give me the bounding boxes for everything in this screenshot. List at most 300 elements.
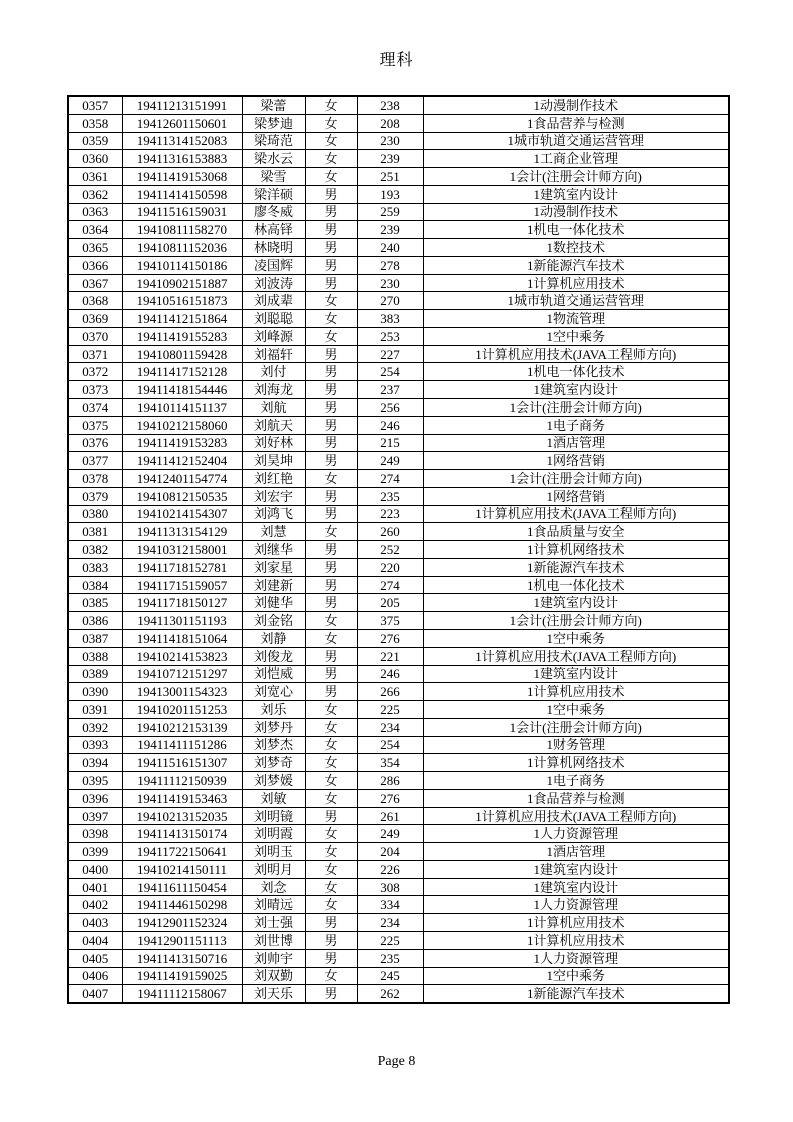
cell-exam-number: 19411112158067 <box>122 985 242 1003</box>
cell-score: 256 <box>357 399 423 417</box>
cell-name: 刘敏 <box>242 789 305 807</box>
table-row <box>68 310 729 328</box>
cell-gender: 男 <box>305 363 357 381</box>
cell-major: 1食品营养与检测 <box>423 789 729 807</box>
table-row <box>68 967 729 985</box>
cell-name: 刘聪聪 <box>242 310 305 328</box>
cell-exam-number: 19411412151864 <box>122 310 242 328</box>
cell-score: 249 <box>357 825 423 843</box>
score-table <box>67 95 730 1004</box>
cell-code: 0380 <box>68 505 122 523</box>
cell-major: 1工商企业管理 <box>423 150 729 168</box>
table-row <box>68 772 729 790</box>
cell-name: 刘帅宇 <box>242 949 305 967</box>
cell-name: 刘明镜 <box>242 807 305 825</box>
cell-gender: 男 <box>305 647 357 665</box>
cell-code: 0403 <box>68 914 122 932</box>
cell-code: 0388 <box>68 647 122 665</box>
cell-score: 254 <box>357 736 423 754</box>
cell-exam-number: 19411413150174 <box>122 825 242 843</box>
cell-gender: 女 <box>305 292 357 310</box>
cell-score: 334 <box>357 896 423 914</box>
cell-code: 0365 <box>68 239 122 257</box>
cell-code: 0382 <box>68 541 122 559</box>
table-row <box>68 931 729 949</box>
cell-gender: 男 <box>305 576 357 594</box>
cell-score: 225 <box>357 701 423 719</box>
cell-score: 274 <box>357 576 423 594</box>
cell-score: 383 <box>357 310 423 328</box>
cell-score: 245 <box>357 967 423 985</box>
cell-name: 刘明玉 <box>242 843 305 861</box>
cell-code: 0393 <box>68 736 122 754</box>
cell-code: 0386 <box>68 612 122 630</box>
cell-exam-number: 19413001154323 <box>122 683 242 701</box>
cell-exam-number: 19410312158001 <box>122 541 242 559</box>
table-row <box>68 523 729 541</box>
cell-score: 239 <box>357 221 423 239</box>
cell-exam-number: 19411213151991 <box>122 96 242 114</box>
cell-gender: 男 <box>305 381 357 399</box>
cell-major: 1城市轨道交通运营管理 <box>423 132 729 150</box>
cell-code: 0398 <box>68 825 122 843</box>
table-row <box>68 452 729 470</box>
cell-major: 1计算机应用技术(JAVA工程师方向) <box>423 505 729 523</box>
cell-name: 刘继华 <box>242 541 305 559</box>
table-row <box>68 754 729 772</box>
cell-major: 1新能源汽车技术 <box>423 985 729 1003</box>
cell-major: 1建筑室内设计 <box>423 381 729 399</box>
cell-exam-number: 19412901152324 <box>122 914 242 932</box>
cell-major: 1计算机应用技术 <box>423 683 729 701</box>
cell-gender: 女 <box>305 150 357 168</box>
cell-gender: 女 <box>305 612 357 630</box>
cell-code: 0392 <box>68 718 122 736</box>
cell-name: 刘天乐 <box>242 985 305 1003</box>
cell-code: 0372 <box>68 363 122 381</box>
cell-name: 刘成辈 <box>242 292 305 310</box>
cell-gender: 女 <box>305 629 357 647</box>
table-row <box>68 612 729 630</box>
cell-name: 林晓明 <box>242 239 305 257</box>
table-row <box>68 683 729 701</box>
table-row <box>68 132 729 150</box>
cell-exam-number: 19411516159031 <box>122 203 242 221</box>
cell-major: 1财务管理 <box>423 736 729 754</box>
table-row <box>68 256 729 274</box>
cell-code: 0389 <box>68 665 122 683</box>
cell-name: 刘福轩 <box>242 345 305 363</box>
table-row <box>68 274 729 292</box>
cell-score: 234 <box>357 718 423 736</box>
table-row <box>68 239 729 257</box>
cell-score: 278 <box>357 256 423 274</box>
cell-gender: 男 <box>305 434 357 452</box>
cell-name: 刘建新 <box>242 576 305 594</box>
cell-exam-number: 19410712151297 <box>122 665 242 683</box>
table-row <box>68 541 729 559</box>
cell-name: 刘鸿飞 <box>242 505 305 523</box>
cell-score: 221 <box>357 647 423 665</box>
cell-exam-number: 19410902151887 <box>122 274 242 292</box>
cell-gender: 女 <box>305 860 357 878</box>
cell-exam-number: 19411718152781 <box>122 558 242 576</box>
cell-code: 0387 <box>68 629 122 647</box>
cell-name: 刘俊龙 <box>242 647 305 665</box>
table-row <box>68 221 729 239</box>
cell-name: 刘慧 <box>242 523 305 541</box>
cell-exam-number: 19411715159057 <box>122 576 242 594</box>
table-row <box>68 487 729 505</box>
cell-code: 0397 <box>68 807 122 825</box>
cell-gender: 男 <box>305 221 357 239</box>
cell-code: 0362 <box>68 185 122 203</box>
cell-gender: 女 <box>305 470 357 488</box>
cell-major: 1新能源汽车技术 <box>423 558 729 576</box>
table-row <box>68 505 729 523</box>
cell-name: 刘海龙 <box>242 381 305 399</box>
cell-gender: 男 <box>305 452 357 470</box>
cell-major: 1计算机应用技术 <box>423 274 729 292</box>
cell-name: 刘晴远 <box>242 896 305 914</box>
cell-name: 廖冬威 <box>242 203 305 221</box>
cell-gender: 男 <box>305 185 357 203</box>
cell-name: 梁梦迪 <box>242 114 305 132</box>
cell-exam-number: 19410811158270 <box>122 221 242 239</box>
cell-gender: 男 <box>305 487 357 505</box>
cell-gender: 女 <box>305 168 357 186</box>
cell-score: 251 <box>357 168 423 186</box>
cell-score: 230 <box>357 274 423 292</box>
cell-major: 1物流管理 <box>423 310 729 328</box>
cell-score: 308 <box>357 878 423 896</box>
cell-score: 246 <box>357 665 423 683</box>
cell-gender: 男 <box>305 256 357 274</box>
cell-code: 0383 <box>68 558 122 576</box>
cell-name: 刘健华 <box>242 594 305 612</box>
cell-score: 220 <box>357 558 423 576</box>
cell-code: 0378 <box>68 470 122 488</box>
cell-major: 1计算机网络技术 <box>423 754 729 772</box>
cell-major: 1电子商务 <box>423 416 729 434</box>
cell-code: 0405 <box>68 949 122 967</box>
cell-score: 354 <box>357 754 423 772</box>
cell-gender: 女 <box>305 843 357 861</box>
cell-exam-number: 19410214150111 <box>122 860 242 878</box>
cell-score: 254 <box>357 363 423 381</box>
cell-name: 刘念 <box>242 878 305 896</box>
cell-name: 刘昊坤 <box>242 452 305 470</box>
table-row <box>68 558 729 576</box>
table-row <box>68 594 729 612</box>
cell-name: 刘航 <box>242 399 305 417</box>
cell-major: 1会计(注册会计师方向) <box>423 399 729 417</box>
cell-major: 1网络营销 <box>423 452 729 470</box>
cell-exam-number: 19412901151113 <box>122 931 242 949</box>
cell-exam-number: 19410214154307 <box>122 505 242 523</box>
cell-code: 0358 <box>68 114 122 132</box>
cell-exam-number: 19410212158060 <box>122 416 242 434</box>
cell-exam-number: 19410811152036 <box>122 239 242 257</box>
cell-name: 刘恺威 <box>242 665 305 683</box>
cell-exam-number: 19411419155283 <box>122 327 242 345</box>
cell-major: 1空中乘务 <box>423 327 729 345</box>
cell-major: 1空中乘务 <box>423 629 729 647</box>
cell-major: 1建筑室内设计 <box>423 665 729 683</box>
cell-code: 0399 <box>68 843 122 861</box>
cell-name: 凌国辉 <box>242 256 305 274</box>
cell-score: 286 <box>357 772 423 790</box>
cell-exam-number: 19412601150601 <box>122 114 242 132</box>
cell-score: 227 <box>357 345 423 363</box>
cell-gender: 男 <box>305 274 357 292</box>
cell-major: 1电子商务 <box>423 772 729 790</box>
cell-score: 276 <box>357 789 423 807</box>
cell-code: 0407 <box>68 985 122 1003</box>
cell-exam-number: 19411411151286 <box>122 736 242 754</box>
cell-code: 0402 <box>68 896 122 914</box>
cell-exam-number: 19411301151193 <box>122 612 242 630</box>
cell-score: 261 <box>357 807 423 825</box>
cell-gender: 女 <box>305 327 357 345</box>
cell-name: 刘梦丹 <box>242 718 305 736</box>
cell-code: 0369 <box>68 310 122 328</box>
cell-gender: 男 <box>305 985 357 1003</box>
cell-major: 1数控技术 <box>423 239 729 257</box>
cell-name: 刘宽心 <box>242 683 305 701</box>
cell-exam-number: 19410212153139 <box>122 718 242 736</box>
cell-exam-number: 19411722150641 <box>122 843 242 861</box>
cell-code: 0368 <box>68 292 122 310</box>
cell-name: 刘波涛 <box>242 274 305 292</box>
cell-major: 1计算机应用技术(JAVA工程师方向) <box>423 807 729 825</box>
cell-gender: 女 <box>305 718 357 736</box>
cell-gender: 男 <box>305 239 357 257</box>
cell-exam-number: 19410114151137 <box>122 399 242 417</box>
cell-gender: 男 <box>305 931 357 949</box>
cell-gender: 男 <box>305 505 357 523</box>
table-row <box>68 576 729 594</box>
cell-gender: 女 <box>305 878 357 896</box>
cell-major: 1建筑室内设计 <box>423 594 729 612</box>
cell-gender: 男 <box>305 683 357 701</box>
cell-gender: 女 <box>305 754 357 772</box>
cell-score: 204 <box>357 843 423 861</box>
cell-exam-number: 19412401154774 <box>122 470 242 488</box>
cell-exam-number: 19411313154129 <box>122 523 242 541</box>
cell-code: 0404 <box>68 931 122 949</box>
cell-exam-number: 19411419153283 <box>122 434 242 452</box>
cell-code: 0390 <box>68 683 122 701</box>
cell-name: 刘付 <box>242 363 305 381</box>
cell-score: 262 <box>357 985 423 1003</box>
cell-gender: 男 <box>305 949 357 967</box>
cell-gender: 女 <box>305 736 357 754</box>
cell-exam-number: 19410812150535 <box>122 487 242 505</box>
cell-exam-number: 19410516151873 <box>122 292 242 310</box>
cell-exam-number: 19411446150298 <box>122 896 242 914</box>
table-row <box>68 150 729 168</box>
score-table-body <box>68 96 729 1003</box>
cell-major: 1食品质量与安全 <box>423 523 729 541</box>
cell-exam-number: 19411413150716 <box>122 949 242 967</box>
cell-name: 刘宏宇 <box>242 487 305 505</box>
cell-code: 0379 <box>68 487 122 505</box>
cell-gender: 女 <box>305 96 357 114</box>
table-row <box>68 399 729 417</box>
cell-name: 刘乐 <box>242 701 305 719</box>
cell-major: 1计算机应用技术(JAVA工程师方向) <box>423 647 729 665</box>
cell-major: 1计算机网络技术 <box>423 541 729 559</box>
cell-score: 240 <box>357 239 423 257</box>
table-row <box>68 203 729 221</box>
cell-gender: 男 <box>305 541 357 559</box>
table-row <box>68 470 729 488</box>
cell-code: 0396 <box>68 789 122 807</box>
table-row <box>68 896 729 914</box>
cell-score: 208 <box>357 114 423 132</box>
cell-major: 1城市轨道交通运营管理 <box>423 292 729 310</box>
table-row <box>68 647 729 665</box>
table-row <box>68 629 729 647</box>
cell-score: 239 <box>357 150 423 168</box>
cell-code: 0395 <box>68 772 122 790</box>
cell-score: 223 <box>357 505 423 523</box>
table-row <box>68 843 729 861</box>
cell-code: 0400 <box>68 860 122 878</box>
cell-score: 235 <box>357 949 423 967</box>
table-row <box>68 327 729 345</box>
cell-name: 梁水云 <box>242 150 305 168</box>
cell-name: 刘梦奇 <box>242 754 305 772</box>
cell-name: 梁洋硕 <box>242 185 305 203</box>
cell-code: 0359 <box>68 132 122 150</box>
cell-major: 1建筑室内设计 <box>423 185 729 203</box>
cell-major: 1计算机应用技术 <box>423 914 729 932</box>
table-row <box>68 345 729 363</box>
cell-score: 235 <box>357 487 423 505</box>
cell-gender: 男 <box>305 345 357 363</box>
cell-score: 375 <box>357 612 423 630</box>
cell-major: 1动漫制作技术 <box>423 203 729 221</box>
cell-score: 246 <box>357 416 423 434</box>
cell-score: 276 <box>357 629 423 647</box>
cell-score: 234 <box>357 914 423 932</box>
cell-score: 226 <box>357 860 423 878</box>
cell-code: 0367 <box>68 274 122 292</box>
cell-code: 0384 <box>68 576 122 594</box>
cell-exam-number: 19411314152083 <box>122 132 242 150</box>
table-row <box>68 96 729 114</box>
table-row <box>68 736 729 754</box>
cell-code: 0361 <box>68 168 122 186</box>
cell-score: 252 <box>357 541 423 559</box>
table-row <box>68 381 729 399</box>
cell-exam-number: 19411611150454 <box>122 878 242 896</box>
cell-gender: 女 <box>305 114 357 132</box>
cell-score: 215 <box>357 434 423 452</box>
cell-name: 刘世博 <box>242 931 305 949</box>
cell-gender: 男 <box>305 558 357 576</box>
table-row <box>68 985 729 1003</box>
cell-score: 270 <box>357 292 423 310</box>
cell-gender: 女 <box>305 825 357 843</box>
cell-exam-number: 19411419159025 <box>122 967 242 985</box>
cell-name: 刘梦杰 <box>242 736 305 754</box>
cell-code: 0377 <box>68 452 122 470</box>
cell-code: 0370 <box>68 327 122 345</box>
cell-name: 刘士强 <box>242 914 305 932</box>
table-row <box>68 168 729 186</box>
cell-exam-number: 19411418154446 <box>122 381 242 399</box>
cell-major: 1会计(注册会计师方向) <box>423 718 729 736</box>
cell-code: 0375 <box>68 416 122 434</box>
table-row <box>68 416 729 434</box>
cell-code: 0385 <box>68 594 122 612</box>
cell-exam-number: 19410201151253 <box>122 701 242 719</box>
cell-name: 刘双勤 <box>242 967 305 985</box>
table-row <box>68 807 729 825</box>
cell-exam-number: 19411316153883 <box>122 150 242 168</box>
table-row <box>68 701 729 719</box>
cell-exam-number: 19411412152404 <box>122 452 242 470</box>
cell-gender: 男 <box>305 914 357 932</box>
cell-major: 1计算机应用技术 <box>423 931 729 949</box>
cell-score: 205 <box>357 594 423 612</box>
cell-major: 1建筑室内设计 <box>423 878 729 896</box>
cell-major: 1机电一体化技术 <box>423 221 729 239</box>
table-row <box>68 718 729 736</box>
cell-name: 刘航天 <box>242 416 305 434</box>
cell-gender: 男 <box>305 594 357 612</box>
cell-exam-number: 19411419153068 <box>122 168 242 186</box>
cell-code: 0394 <box>68 754 122 772</box>
table-row <box>68 949 729 967</box>
cell-score: 193 <box>357 185 423 203</box>
cell-name: 林高铎 <box>242 221 305 239</box>
cell-code: 0401 <box>68 878 122 896</box>
cell-exam-number: 19411419153463 <box>122 789 242 807</box>
table-row <box>68 292 729 310</box>
cell-name: 梁蕾 <box>242 96 305 114</box>
cell-gender: 女 <box>305 523 357 541</box>
cell-gender: 男 <box>305 399 357 417</box>
cell-name: 刘好林 <box>242 434 305 452</box>
table-row <box>68 825 729 843</box>
cell-code: 0371 <box>68 345 122 363</box>
cell-name: 刘梦媛 <box>242 772 305 790</box>
cell-major: 1动漫制作技术 <box>423 96 729 114</box>
cell-code: 0391 <box>68 701 122 719</box>
cell-code: 0381 <box>68 523 122 541</box>
cell-major: 1酒店管理 <box>423 434 729 452</box>
page-number: Page 8 <box>377 1054 416 1069</box>
cell-gender: 男 <box>305 807 357 825</box>
table-row <box>68 878 729 896</box>
cell-score: 237 <box>357 381 423 399</box>
cell-gender: 男 <box>305 203 357 221</box>
cell-gender: 女 <box>305 896 357 914</box>
cell-score: 266 <box>357 683 423 701</box>
page-title: 理科 <box>379 52 414 69</box>
cell-major: 1会计(注册会计师方向) <box>423 168 729 186</box>
cell-score: 260 <box>357 523 423 541</box>
cell-gender: 男 <box>305 416 357 434</box>
table-row <box>68 114 729 132</box>
cell-major: 1网络营销 <box>423 487 729 505</box>
cell-exam-number: 19411417152128 <box>122 363 242 381</box>
table-row <box>68 789 729 807</box>
